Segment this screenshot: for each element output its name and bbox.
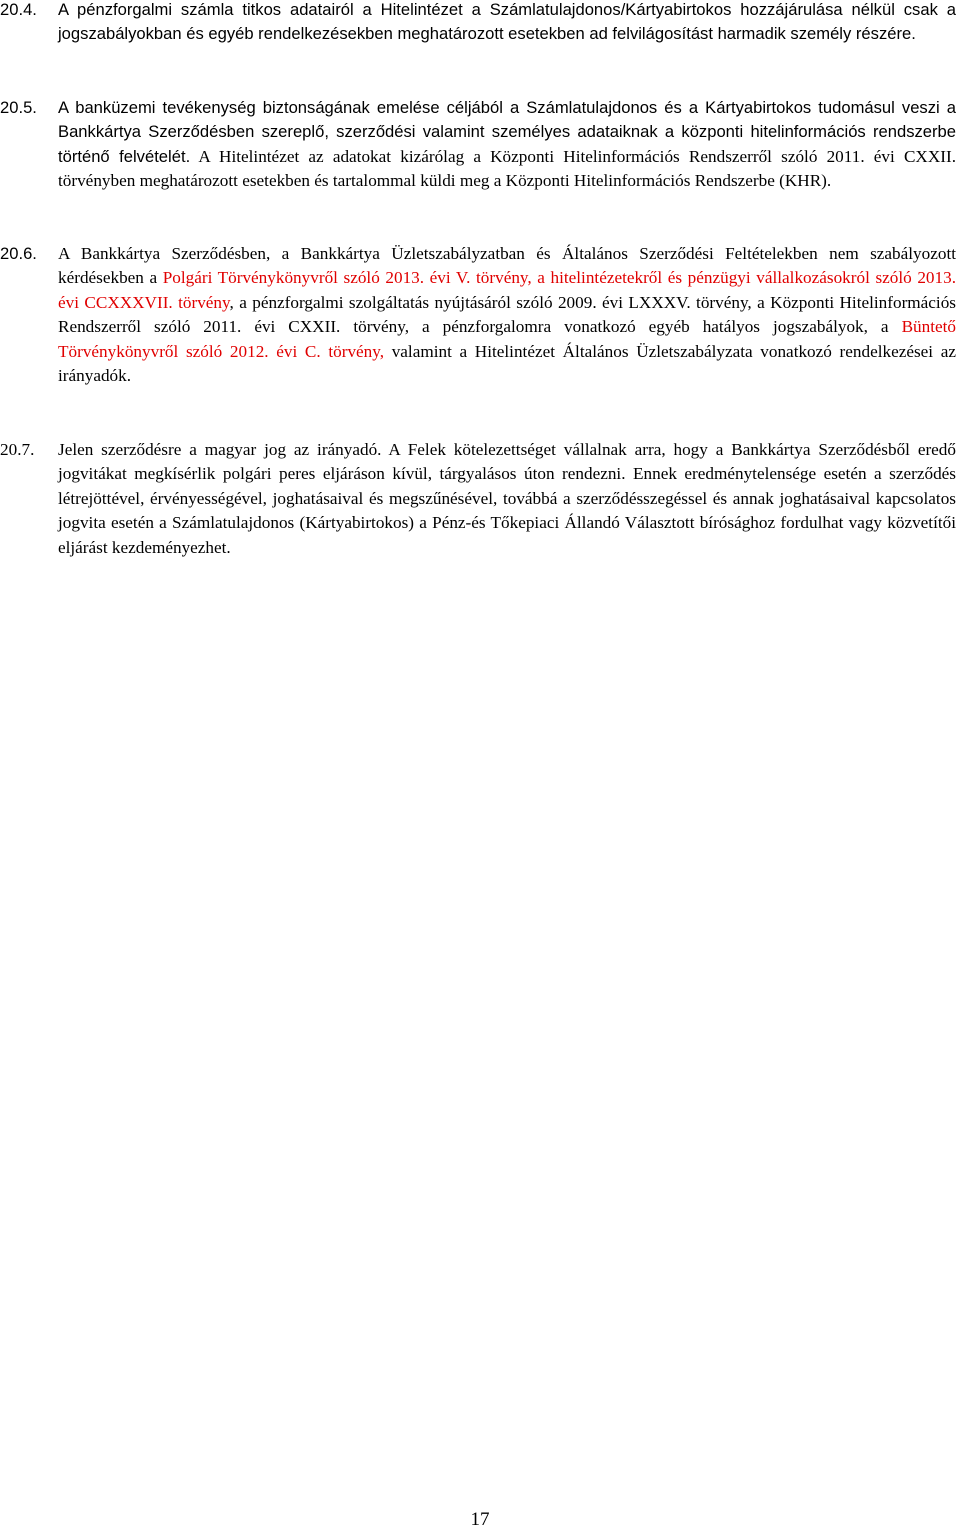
section-20-4 xyxy=(0,0,956,47)
law-reference-red: Polgári Törvénykönyvről szóló 2013. évi V. törvény, a hitelintézetekről és pénzügyi vállalkozásokról szóló 2013. évi CCXXXVII. törvény xyxy=(58,268,956,312)
section-text xyxy=(58,96,956,194)
section-text: Jelen szerződésre a magyar jog az irányadó. A Felek kötelezettséget vállalnak arra, hogy a Bankkártya Szerződésből eredő jogvitákat megkísérlik polgári peres eljáráson kívül, tárgyalásos úton rendezni. Ennek eredménytelensége esetén a szerződés létrejöttével, érvényességével, joghatásaival és megszűnésével, továbbá a szerződésszegéssel és annak joghatásaival kapcsolatos jogvita esetén a Számlatulajdonos (Kártyabirtokos) a Pénz-és Tőkepiaci Állandó Választott bírósághoz fordulhat vagy közvetítői eljárást kezdeményezhet. xyxy=(58,440,956,557)
section-text-part-sans: A banküzemi tevékenység biztonságának emelése céljából a Számlatulajdonos és a Kártyabirtokos tudomásul veszi a Bankkártya Szerződésben szereplő, szerződési valamint személyes adataiknak a központi hitelinformációs rendszerbe történő felvételét. xyxy=(58,98,956,166)
section-20-6 xyxy=(0,242,956,388)
section-text-part: A Hitelintézet az adatokat kizárólag a Központi Hitelinformációs Rendszerről szóló 2011. évi CXXII. törvényben meghatározott esetekben és tartalommal küldi meg a Központi Hitelinformációs Rendszerbe (KHR). xyxy=(58,146,956,191)
section-text xyxy=(58,242,956,388)
section-20-7 xyxy=(0,438,956,560)
section-number: 20.6. xyxy=(0,244,37,263)
section-number: 20.7. xyxy=(0,440,35,459)
section-text-part: valamint a Hitelintézet Általános Üzletszabályzata vonatkozó rendelkezései az irányadók. xyxy=(58,341,956,386)
section-text: A pénzforgalmi számla titkos adatairól a Hitelintézet a Számlatulajdonos/Kártyabirtokos hozzájárulása nélkül csak a jogszabályokban és egyéb rendelkezésekben meghatározott esetekben ad felvilágosítást harmadik személy részére. xyxy=(58,0,956,44)
section-number: 20.5. xyxy=(0,98,37,117)
section-number: 20.4. xyxy=(0,0,37,19)
section-text-part: A Bankkártya Szerződésben, a Bankkártya Üzletszabályzatban és Általános Szerződési Feltételekben nem szabályozott kérdésekben a xyxy=(58,244,956,288)
page-number: 17 xyxy=(470,1509,490,1530)
section-20-5 xyxy=(0,96,956,194)
law-reference-red: Büntető Törvénykönyvről szóló 2012. évi C. törvény, xyxy=(58,317,956,361)
section-text-part: , a pénzforgalmi szolgáltatás nyújtásáról szóló 2009. évi LXXXV. törvény, a Központi Hitelinformációs Rendszerről szóló 2011. évi CXXII. törvény, a pénzforgalomra vonatkozó egyéb hatályos jogszabályok, a xyxy=(58,292,956,337)
